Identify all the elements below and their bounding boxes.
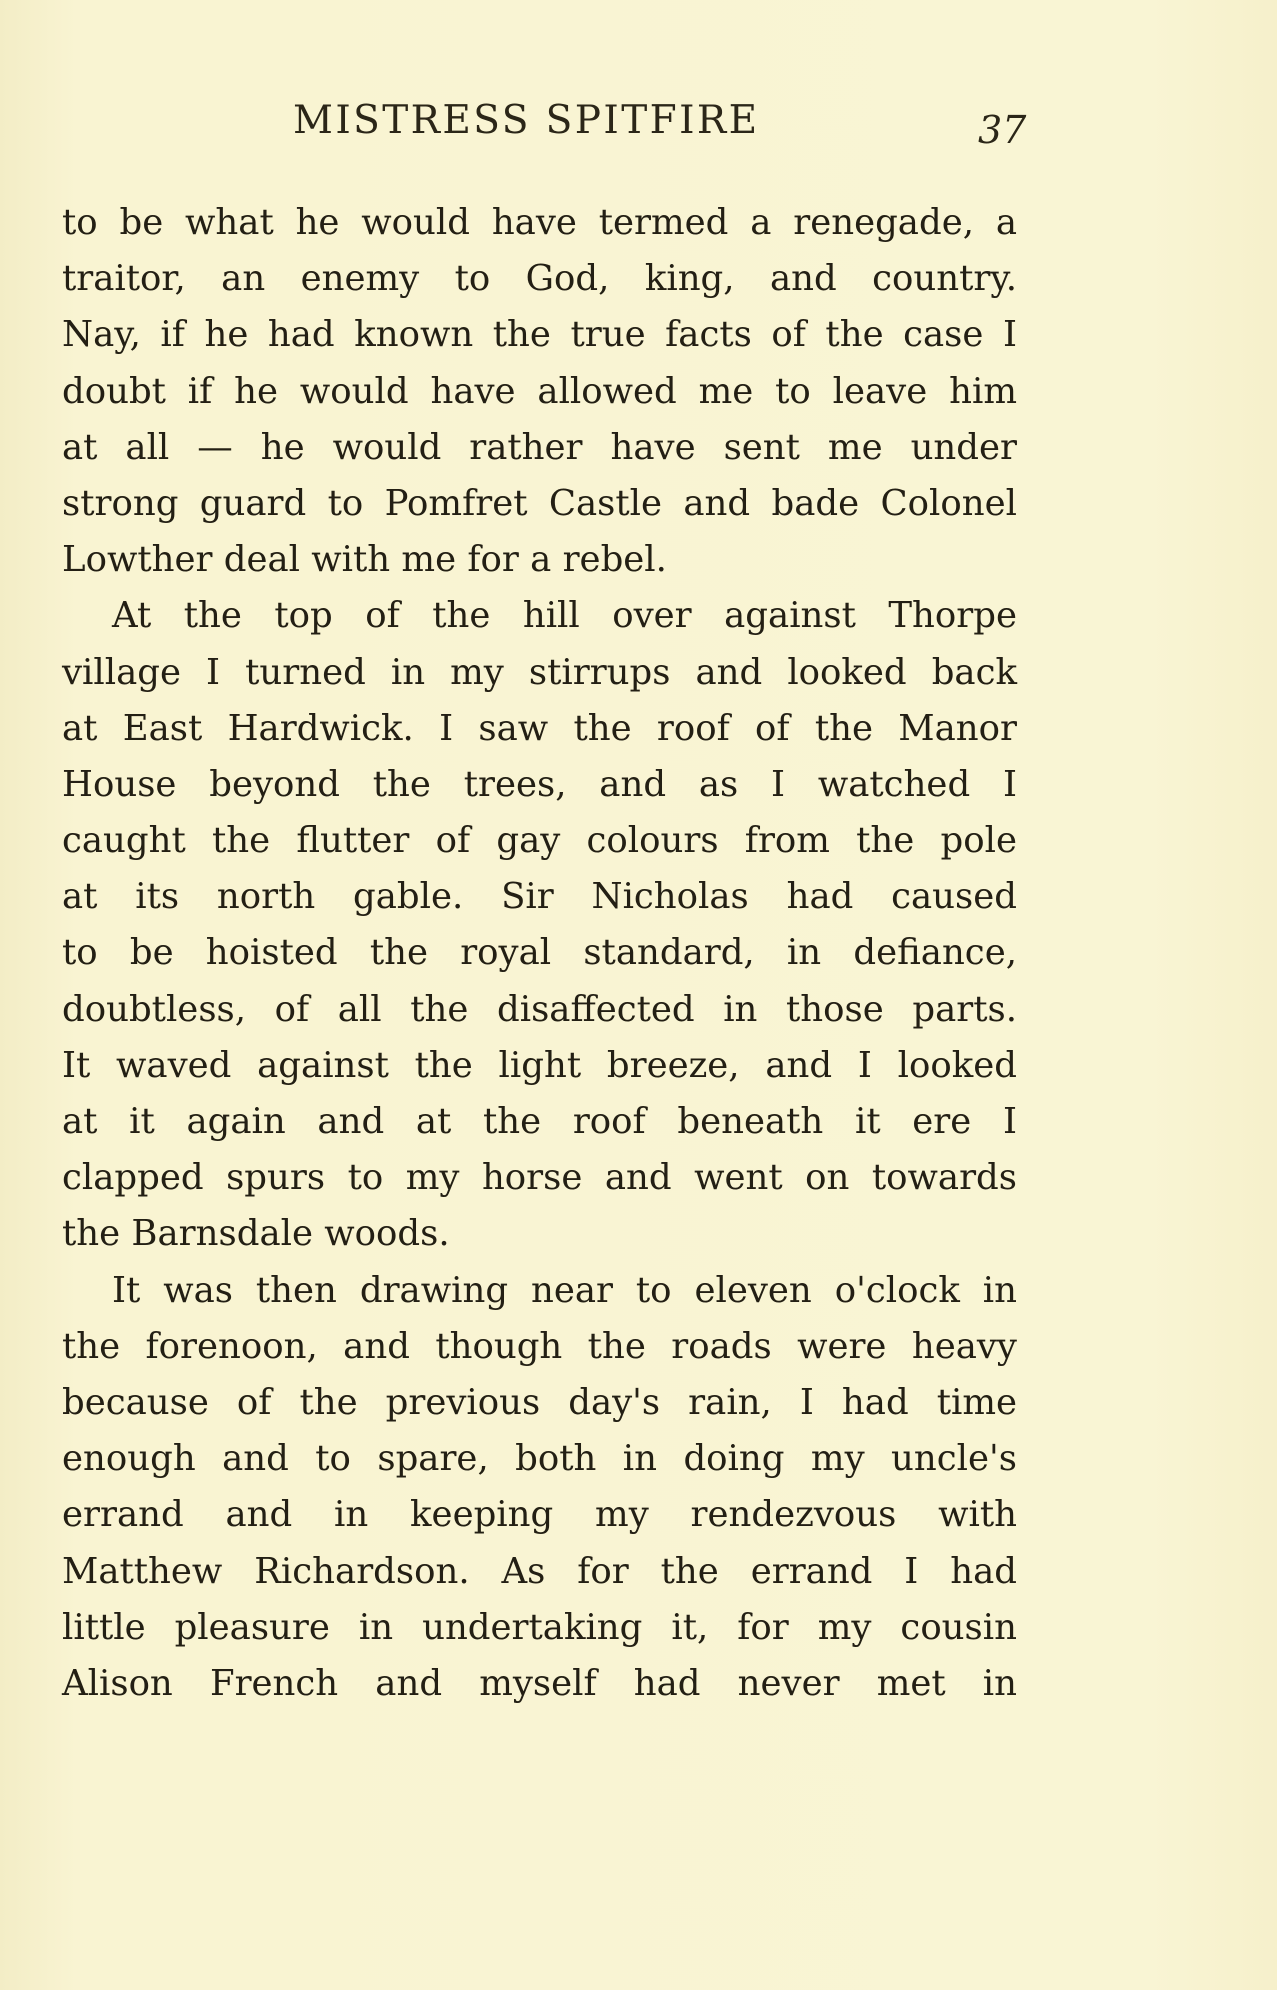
text-line: clapped spurs to my horse and went on towards: [62, 1157, 1017, 1199]
text-line: strong guard to Pomfret Castle and bade Colonel: [62, 482, 1017, 524]
text-line: Lowther deal with me for a rebel.: [62, 539, 667, 581]
text-line: enough and to spare, both in doing my uncle's: [62, 1438, 1017, 1480]
text-line: House beyond the trees, and as I watched I: [62, 763, 1017, 805]
text-line: at East Hardwick. I saw the roof of the Manor: [62, 707, 1017, 749]
text-line: at it again and at the roof beneath it ere I: [62, 1101, 1017, 1142]
running-title: MISTRESS SPITFIRE: [293, 98, 760, 143]
text-line: At the top of the hill over against Thorpe: [112, 595, 1017, 637]
text-line: traitor, an enemy to God, king, and country.: [62, 258, 1017, 300]
text-line: doubtless, of all the disaffected in those parts.: [62, 988, 1017, 1030]
text-line: the Barnsdale woods.: [62, 1213, 450, 1255]
text-line: doubt if he would have allowed me to leave him: [62, 370, 1017, 412]
text-line: little pleasure in undertaking it, for my cousin: [62, 1606, 1017, 1648]
body-text: [62, 195, 1017, 1712]
text-line: caught the flutter of gay colours from the pole: [62, 820, 1017, 862]
text-line: Alison French and myself had never met in: [62, 1662, 1017, 1704]
text-line: It waved against the light breeze, and I looked: [62, 1044, 1017, 1086]
text-line: at all — he would rather have sent me under: [62, 426, 1017, 468]
text-line: the forenoon, and though the roads were heavy: [62, 1325, 1017, 1367]
text-line: to be hoisted the royal standard, in defiance,: [62, 932, 1017, 974]
text-line: errand and in keeping my rendezvous with: [62, 1494, 1017, 1536]
page-number: 37: [978, 108, 1027, 152]
running-head: [0, 98, 1277, 158]
text-line: at its north gable. Sir Nicholas had caused: [62, 876, 1017, 918]
text-line: to be what he would have termed a renegade, a: [62, 202, 1017, 243]
text-line: village I turned in my stirrups and looked back: [62, 651, 1017, 693]
text-line: Nay, if he had known the true facts of the case I: [62, 314, 1017, 356]
text-line: It was then drawing near to eleven o'clock in: [112, 1269, 1017, 1311]
text-line: Matthew Richardson. As for the errand I had: [62, 1550, 1017, 1592]
text-line: because of the previous day's rain, I had time: [62, 1381, 1017, 1423]
